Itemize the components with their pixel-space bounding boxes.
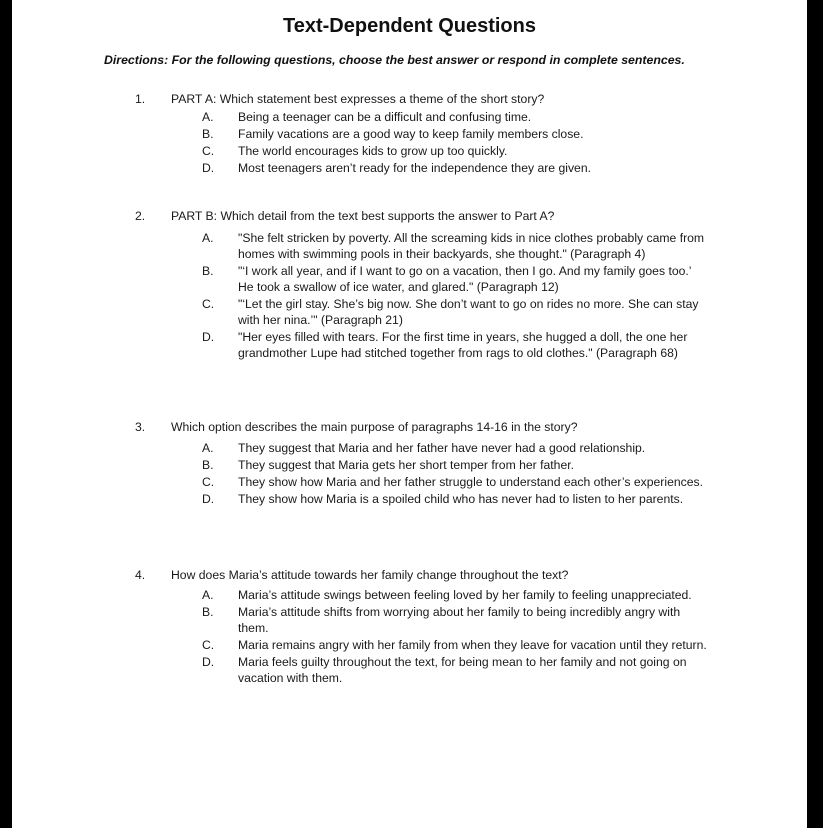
answer-option[interactable] (12, 230, 807, 262)
option-text: "‘Let the girl stay. She’s big now. She don’t want to go on rides no more. She can stay with her nina.’" (Paragraph 21) (238, 297, 699, 327)
option-letter: C. (202, 144, 215, 158)
question-number: 2. (135, 209, 146, 223)
option-letter: D. (202, 161, 215, 175)
answer-option[interactable] (12, 296, 807, 328)
question-number: 3. (135, 420, 146, 434)
option-text: They show how Maria and her father struggle to understand each other’s experiences. (238, 475, 703, 489)
answer-option[interactable] (12, 637, 807, 653)
answer-option[interactable] (12, 160, 807, 176)
question-4 (12, 567, 807, 686)
option-text: "She felt stricken by poverty. All the screaming kids in nice clothes probably came from homes with swimming pools in their backyards, she thought." (Paragraph 4) (238, 231, 705, 261)
answer-option[interactable] (12, 143, 807, 159)
answer-option[interactable] (12, 440, 807, 456)
answer-option[interactable] (12, 329, 807, 361)
option-text: The world encourages kids to grow up too quickly. (238, 144, 508, 158)
option-letter: C. (202, 297, 215, 311)
option-letter: B. (202, 605, 214, 619)
option-text: Most teenagers aren’t ready for the independence they are given. (238, 161, 591, 175)
page-title: Text-Dependent Questions (283, 15, 536, 37)
answer-option[interactable] (12, 604, 807, 636)
answer-option[interactable] (12, 587, 807, 603)
directions: Directions: For the following questions, choose the best answer or respond in complete sentences. (104, 53, 685, 67)
option-text: Being a teenager can be a difficult and confusing time. (238, 110, 532, 124)
question-text: How does Maria’s attitude towards her family change throughout the text? (171, 568, 569, 582)
answer-option[interactable] (12, 109, 807, 125)
question-1 (12, 91, 807, 176)
option-text: They suggest that Maria gets her short temper from her father. (238, 458, 574, 472)
option-letter: B. (202, 127, 214, 141)
option-text: "‘I work all year, and if I want to go on a vacation, then I go. And my family goes too.’ He took a swallow of ice water, and glared." (Paragraph 12) (238, 264, 692, 294)
answer-option[interactable] (12, 457, 807, 473)
answer-option[interactable] (12, 474, 807, 490)
question-text: PART B: Which detail from the text best supports the answer to Part A? (171, 209, 555, 223)
option-text: Family vacations are a good way to keep family members close. (238, 127, 584, 141)
option-text: "Her eyes filled with tears. For the first time in years, she hugged a doll, the one her grandmother Lupe had stitched together from rags to old clothes." (Paragraph 68) (238, 330, 688, 360)
option-text: They show how Maria is a spoiled child who has never had to listen to her parents. (238, 492, 684, 506)
option-letter: B. (202, 264, 214, 278)
document-page (12, 0, 807, 828)
question-3 (12, 419, 807, 507)
option-letter: A. (202, 231, 214, 245)
question-number: 1. (135, 92, 146, 106)
option-letter: C. (202, 638, 215, 652)
question-text: PART A: Which statement best expresses a theme of the short story? (171, 92, 545, 106)
option-letter: B. (202, 458, 214, 472)
question-text: Which option describes the main purpose of paragraphs 14-16 in the story? (171, 420, 578, 434)
option-letter: A. (202, 441, 214, 455)
option-letter: D. (202, 655, 215, 669)
option-text: Maria feels guilty throughout the text, for being mean to her family and not going on vacation with them. (238, 655, 687, 685)
option-letter: A. (202, 110, 214, 124)
answer-option[interactable] (12, 263, 807, 295)
option-letter: D. (202, 492, 215, 506)
option-text: Maria’s attitude swings between feeling loved by her family to feeling unappreciated. (238, 588, 692, 602)
option-letter: A. (202, 588, 214, 602)
question-2 (12, 208, 807, 361)
option-text: Maria remains angry with her family from when they leave for vacation until they return. (238, 638, 707, 652)
option-letter: D. (202, 330, 215, 344)
option-text: Maria’s attitude shifts from worrying about her family to being incredibly angry with them. (238, 605, 681, 635)
option-letter: C. (202, 475, 215, 489)
option-text: They suggest that Maria and her father have never had a good relationship. (238, 441, 646, 455)
question-number: 4. (135, 568, 146, 582)
answer-option[interactable] (12, 491, 807, 507)
answer-option[interactable] (12, 654, 807, 686)
answer-option[interactable] (12, 126, 807, 142)
